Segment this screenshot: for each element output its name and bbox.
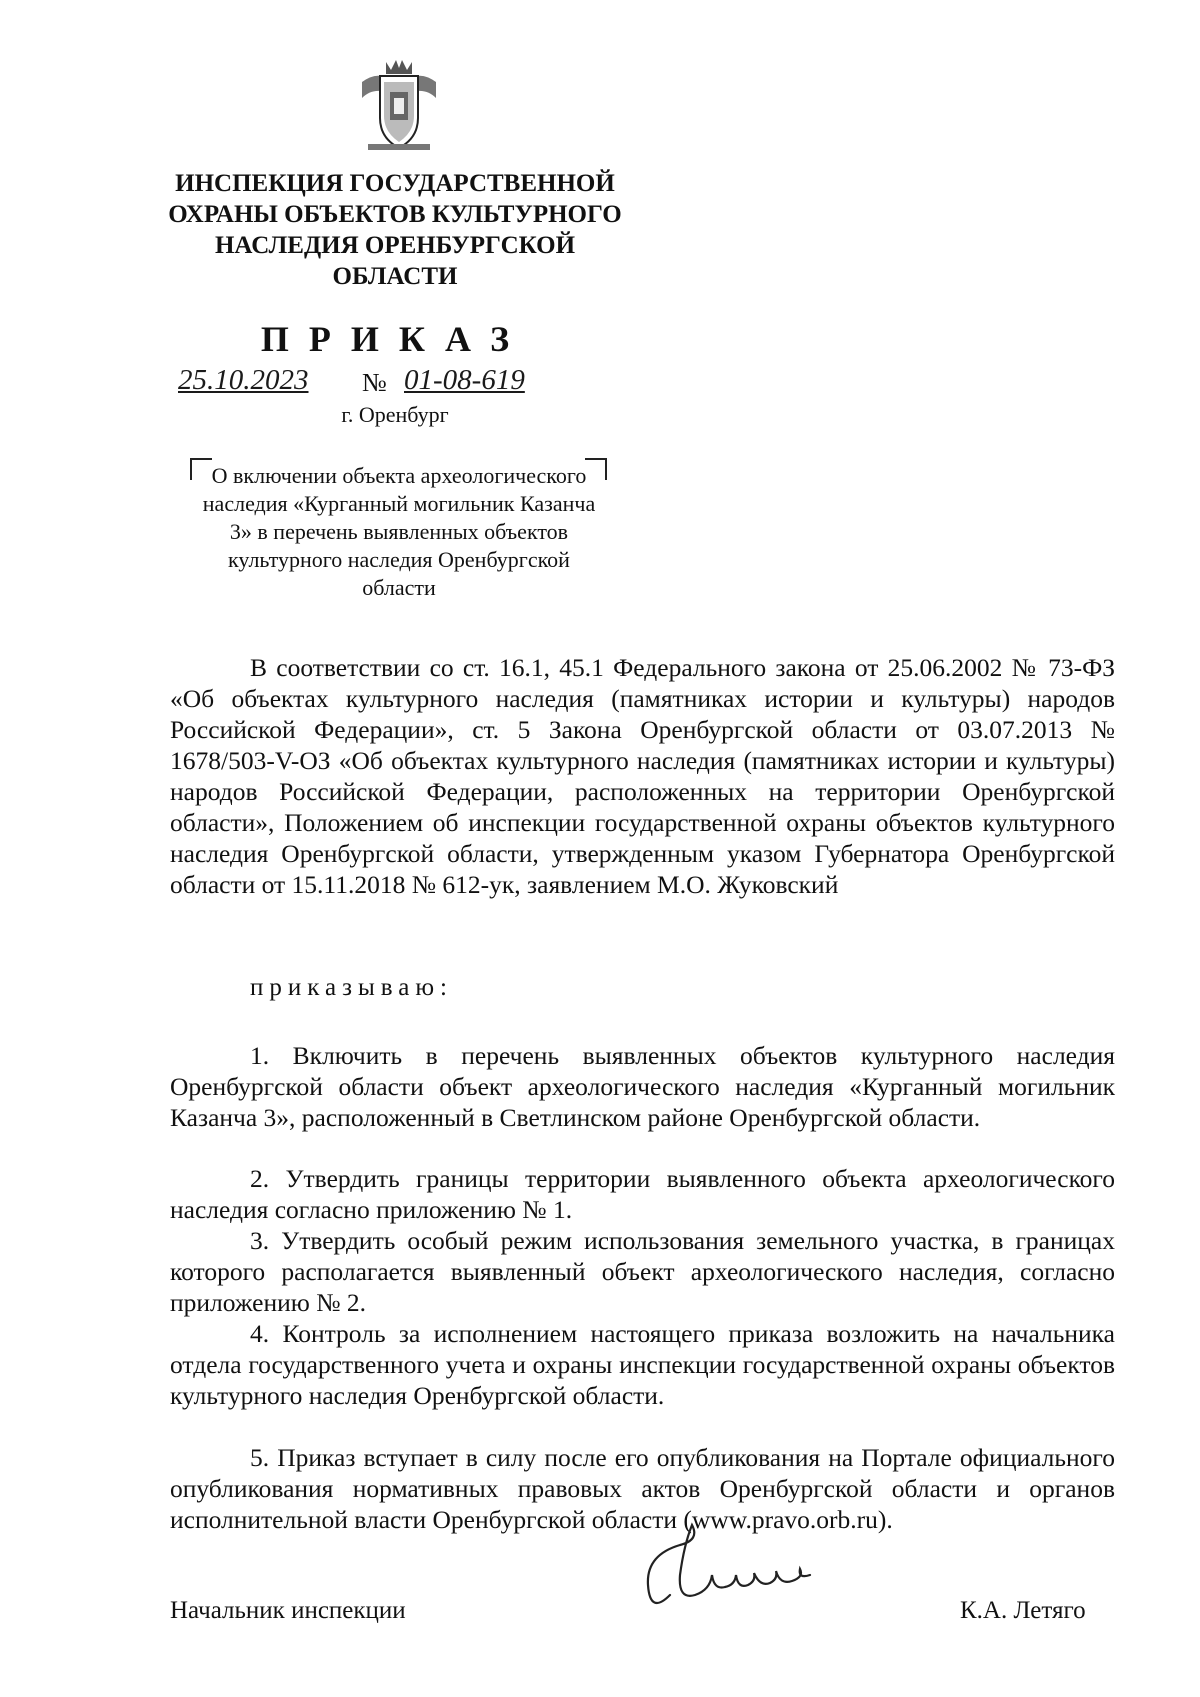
directive-word: приказываю: [250,974,453,1001]
handwritten-number: 01-08-619 [404,364,525,396]
order-item-4: 4. Контроль за исполнением настоящего приказа возложить на начальника отдела государственного учета и охраны инспекции государственной охраны объектов культурного наследия Оренбургской области. [170,1319,1115,1410]
organization-name: ИНСПЕКЦИЯ ГОСУДАРСТВЕННОЙ ОХРАНЫ ОБЪЕКТОВ КУЛЬТУРНОГО НАСЛЕДИЯ ОРЕНБУРГСКОЙ ОБЛАСТИ [168,170,622,290]
document-subject: О включении объекта археологического наследия «Курганный могильник Казанча 3» в перечень выявленных объектов культурного наследия Оренбургской области [202,463,596,600]
order-item-2: 2. Утвердить границы территории выявленного объекта археологического наследия согласно приложению № 1. [170,1164,1115,1224]
order-item-5: 5. Приказ вступает в силу после его опубликования на Портале официального опубликования нормативных правовых актов Оренбургской области и органов исполнительной власти Оренбургской области (www.pravo.orb.ru). [170,1443,1115,1534]
signatory-name: К.А. Летяго [960,1597,1086,1624]
handwritten-signature-icon [640,1515,820,1625]
basis-paragraph: В соответствии со ст. 16.1, 45.1 Федерального закона от 25.06.2002 № 73-ФЗ «Об объектах культурного наследия (памятниках истории и культуры) народов Российской Федерации», ст. 5 Закона Оренбургской области от 03.07.2013 № 1678/503-V-ОЗ «Об объектах культурного наследия (памятниках истории и культуры) народов Российской Федерации, расположенных на территории Оренбургской области», Положением об инспекции государственной охраны объектов культурного наследия Оренбургской области, утвержденным указом Губернатора Оренбургской области от 15.11.2018 № 612-ук, заявлением М.О. Жуковский [170,653,1115,899]
handwritten-date: 25.10.2023 [178,364,309,396]
order-item-1: 1. Включить в перечень выявленных объектов культурного наследия Оренбургской области объект археологического наследия «Курганный могильник Казанча 3», расположенный в Светлинском районе Оренбургской области. [170,1041,1115,1132]
document-type-title: ПРИКАЗ [260,319,530,359]
city: г. Оренбург [341,402,449,427]
order-item-3: 3. Утвердить особый режим использования земельного участка, в границах которого располагается выявленный объект археологического наследия, согласно приложению № 2. [170,1226,1115,1317]
number-label: № [362,368,387,397]
coat-of-arms-emblem-icon [356,58,442,154]
signatory-position: Начальник инспекции [170,1597,406,1624]
